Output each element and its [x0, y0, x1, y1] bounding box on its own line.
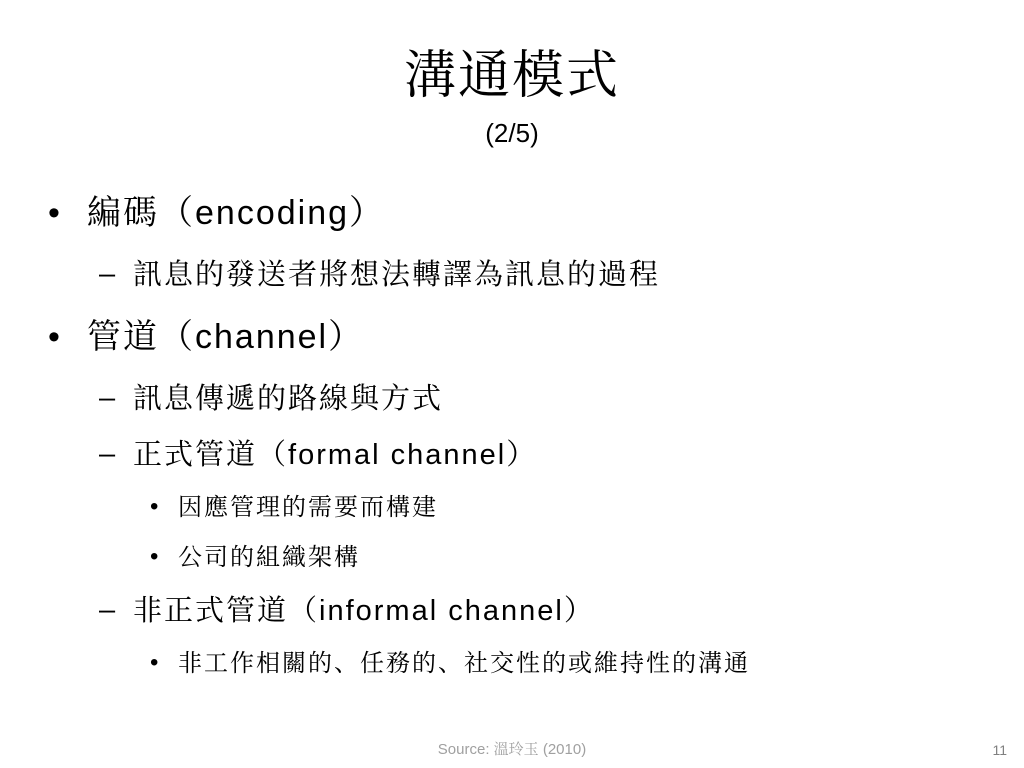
- item-text-cjk: 非正式管道（: [133, 593, 320, 627]
- item-text-cjk: 管道（: [87, 317, 195, 357]
- item-text: 因應管理的需要而構建: [178, 493, 438, 521]
- item-text-cjk-close: ）: [328, 317, 365, 357]
- bullet-marker: •: [48, 318, 62, 356]
- bullet-marker: •: [150, 543, 161, 570]
- item-text-latin: informal channel: [319, 595, 564, 627]
- dash-marker: –: [99, 382, 118, 414]
- bullet-marker: •: [150, 493, 161, 520]
- item-text: 公司的組織架構: [178, 543, 360, 571]
- source-citation: Source: 溫玲玉 (2010): [437, 741, 587, 758]
- item-text-latin: channel: [195, 318, 329, 356]
- item-text-cjk-close: ）: [349, 193, 386, 233]
- slide-title: 溝通模式: [403, 46, 620, 106]
- item-text-latin: formal channel: [288, 439, 507, 471]
- page-number: 11: [992, 742, 1007, 758]
- dash-marker: –: [99, 594, 118, 626]
- bullet-marker: •: [48, 194, 62, 232]
- item-text: 訊息的發送者將想法轉譯為訊息的過程: [133, 257, 661, 291]
- item-text-latin: encoding: [195, 194, 350, 232]
- item-text-cjk-close: ）: [506, 437, 538, 471]
- dash-marker: –: [99, 258, 118, 290]
- dash-marker: –: [99, 438, 118, 470]
- item-text-cjk: 正式管道（: [133, 437, 289, 471]
- bullet-marker: •: [150, 649, 161, 676]
- item-text: 訊息傳遞的路線與方式: [133, 381, 444, 415]
- slide-subtitle: (2/5): [485, 118, 539, 148]
- item-text-cjk: 編碼（: [87, 193, 195, 233]
- item-text-cjk-close: ）: [563, 593, 595, 627]
- item-text: 非工作相關的、任務的、社交性的或維持性的溝通: [178, 649, 750, 677]
